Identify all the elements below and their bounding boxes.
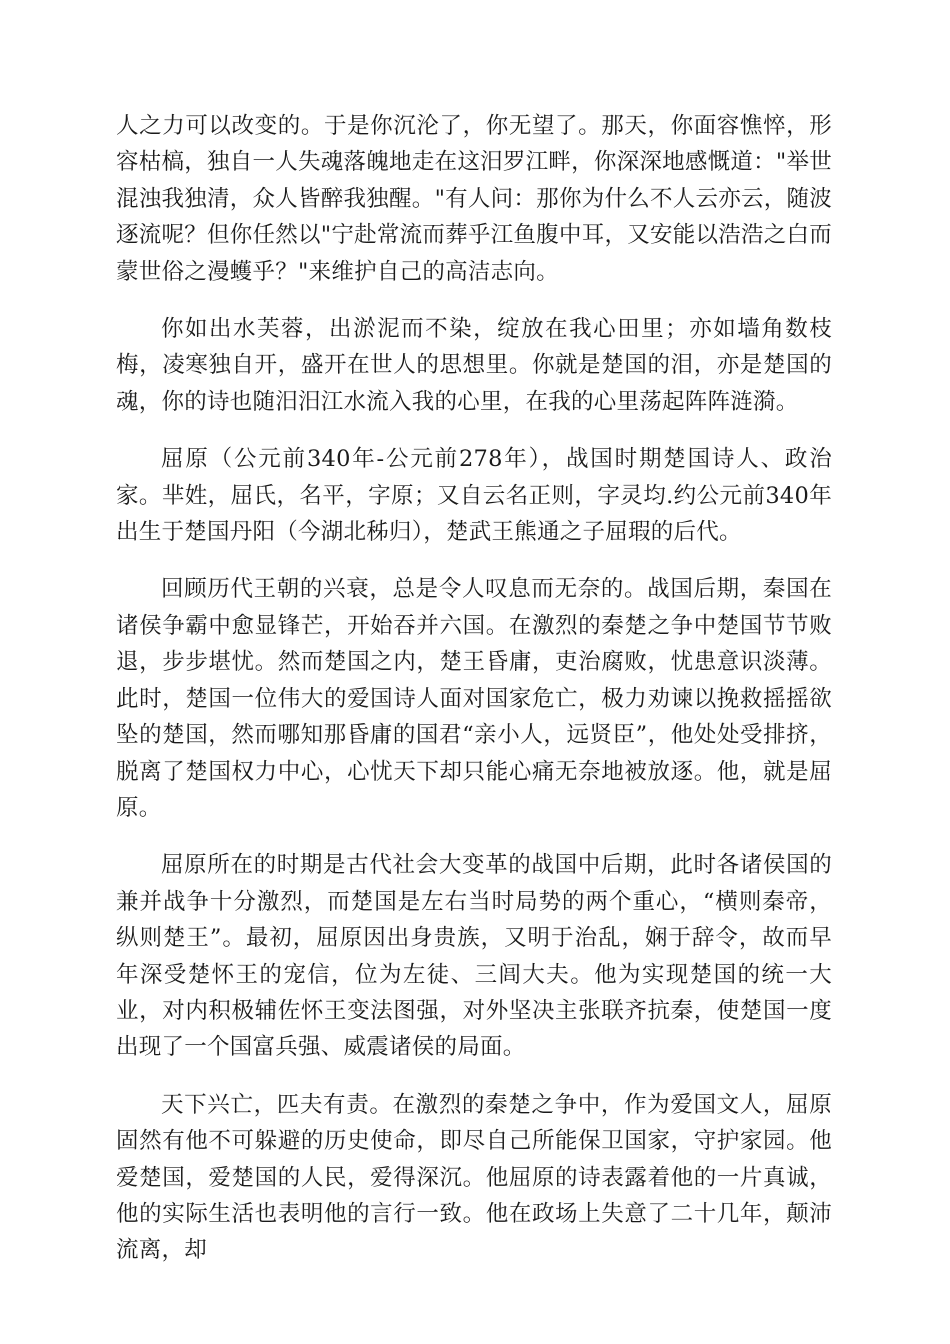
paragraph-duty: 天下兴亡，匹夫有责。在激烈的秦楚之争中，作为爱国文人，屈原固然有他不可躲避的历史使命，即尽自己所能保卫国家，守护家园。他爱楚国，爱楚国的人民，爱得深沉。他屈原的诗表露着他的一片真诚，他的实际生活也表明他的言行一致。他在政场上失意了二十几年，颠沛流离，却: [116, 1091, 832, 1264]
paragraph-history: 回顾历代王朝的兴衰，总是令人叹息而无奈的。战国后期，秦国在诸侯争霸中愈显锋芒，开始吞并六国。在激烈的秦楚之争中楚国节节败退，步步堪忧。然而楚国之内，楚王昏庸，吏治腐败，忧患意识淡薄。此时，楚国一位伟大的爱国诗人面对国家危亡，极力劝谏以挽救摇摇欲坠的楚国，然而哪知那昏庸的国君“亲小人，远贤臣”，他处处受排挤，脱离了楚国权力中心，心忧天下却只能心痛无奈地被放逐。他，就是屈原。: [116, 576, 832, 821]
paragraph-lotus: 你如出水芙蓉，出淤泥而不染，绽放在我心田里；亦如墙角数枝梅，凌寒独自开，盛开在世人的思想里。你就是楚国的泪，亦是楚国的魂，你的诗也随汨汨江水流入我的心里，在我的心里荡起阵阵涟漪。: [116, 316, 832, 415]
paragraph-era: 屈原所在的时期是古代社会大变革的战国中后期，此时各诸侯国的兼并战争十分激烈，而楚国是左右当时局势的两个重心，“横则秦帝，纵则楚王”。最初，屈原因出身贵族，又明于治乱，娴于辞令，故而早年深受楚怀王的宠信，位为左徒、三闾大夫。他为实现楚国的统一大业，对内积极辅佐怀王变法图强，对外坚决主张联齐抗秦，使楚国一度出现了一个国富兵强、威震诸侯的局面。: [116, 852, 832, 1061]
paragraph-continuation: 人之力可以改变的。于是你沉沦了，你无望了。那天，你面容憔悴，形容枯槁，独自一人失魂落魄地走在这汨罗江畔，你深深地感慨道："举世混浊我独清，众人皆醉我独醒。"有人问：那你为什么不人云亦云，随波逐流呢？但你任然以"宁赴常流而葬乎江鱼腹中耳，又安能以浩浩之白而蒙世俗之漫蠖乎？"来维护自己的高洁志向。: [116, 113, 832, 285]
document-body: [116, 108, 832, 1290]
paragraph-biography: 屈原（公元前340年-公元前278年），战国时期楚国诗人、政治家。芈姓，屈氏，名平，字原；又自云名正则，字灵均.约公元前340年出生于楚国丹阳（今湖北秭归），楚武王熊通之子屈瑕的后代。: [116, 446, 832, 546]
